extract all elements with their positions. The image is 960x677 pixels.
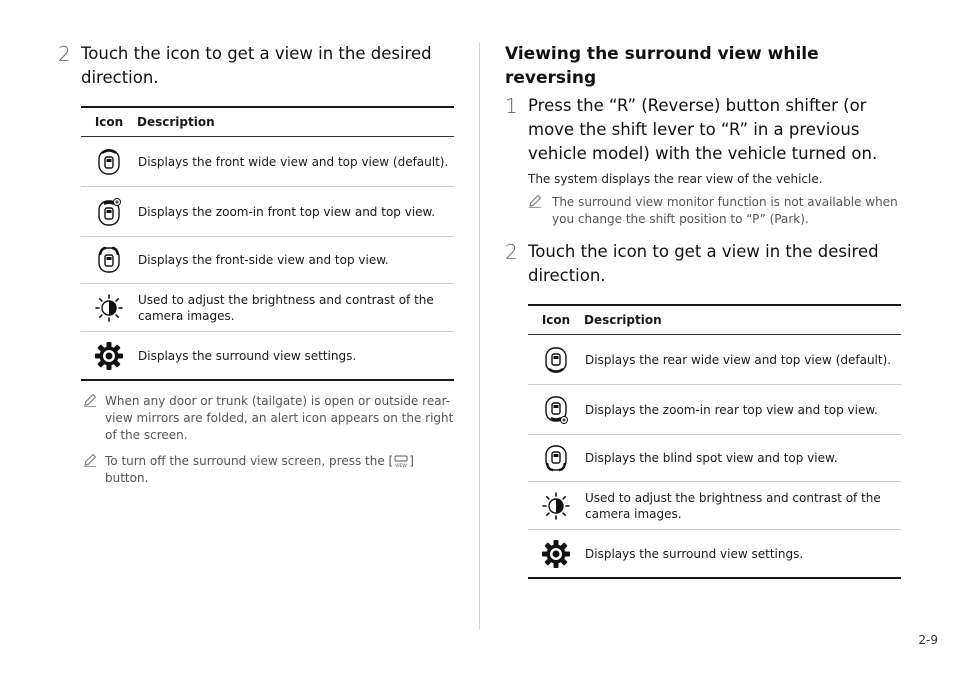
step-number: 1 <box>505 94 518 118</box>
step-paragraph: The system displays the rear view of the vehicle. <box>528 172 823 186</box>
left-step-2 <box>58 42 454 90</box>
step-number: 2 <box>505 240 518 264</box>
svg-text:VIEW: VIEW <box>395 464 408 468</box>
note-text-after: ] button. <box>105 454 414 485</box>
settings-gear-icon <box>94 341 124 371</box>
icon-cell <box>81 187 137 237</box>
pencil-note-icon <box>83 393 97 407</box>
note-text: The surround view monitor function is not available when you change the shift position to “P” (Park). <box>552 195 898 226</box>
header-icon: Icon <box>81 107 137 137</box>
description-cell: Used to adjust the brightness and contrast of the camera images. <box>137 284 454 332</box>
header-description: Description <box>584 305 901 335</box>
left-icon-table <box>81 106 454 381</box>
icon-cell <box>528 530 584 579</box>
rear-wide-view-icon <box>543 345 569 375</box>
front-zoom-view-icon <box>96 197 122 227</box>
icon-cell <box>81 332 137 381</box>
icon-cell <box>81 137 137 187</box>
step-number: 2 <box>58 42 71 66</box>
description-cell: Displays the rear wide view and top view (default). <box>584 335 901 385</box>
icon-cell <box>81 284 137 332</box>
view-button-icon <box>393 455 409 468</box>
table-row <box>81 237 454 284</box>
description-cell: Displays the front wide view and top view (default). <box>137 137 454 187</box>
table-row <box>528 482 901 530</box>
note <box>58 393 454 444</box>
table-row <box>81 284 454 332</box>
description-cell: Used to adjust the brightness and contrast of the camera images. <box>584 482 901 530</box>
table-row <box>81 187 454 237</box>
icon-cell <box>528 385 584 435</box>
pencil-note-icon <box>528 194 542 208</box>
right-icon-table <box>528 304 901 579</box>
brightness-icon <box>541 491 571 521</box>
note <box>505 194 901 228</box>
pencil-note-icon <box>83 453 97 467</box>
description-cell: Displays the zoom-in rear top view and top view. <box>584 385 901 435</box>
description-cell: Displays the surround view settings. <box>137 332 454 381</box>
blind-spot-view-icon <box>543 443 569 473</box>
table-header-row <box>81 107 454 137</box>
step-text: Touch the icon to get a view in the desired direction. <box>528 242 879 285</box>
left-column <box>58 0 454 487</box>
table-row <box>528 385 901 435</box>
step-text: Press the “R” (Reverse) button shifter (or move the shift lever to “R” in a previous vehicle model) with the vehicle turned on. <box>528 96 878 163</box>
front-side-view-icon <box>96 245 122 275</box>
section-heading: Viewing the surround view while reversing <box>505 44 819 88</box>
description-cell: Displays the front-side view and top view. <box>137 237 454 284</box>
page-number: 2-9 <box>918 633 938 647</box>
note-text-before: To turn off the surround view screen, press the [ <box>105 454 394 468</box>
description-cell: Displays the surround view settings. <box>584 530 901 579</box>
table-header-row <box>528 305 901 335</box>
icon-cell <box>528 335 584 385</box>
brightness-icon <box>94 293 124 323</box>
right-step-2 <box>505 240 901 288</box>
icon-cell <box>528 482 584 530</box>
description-cell: Displays the blind spot view and top view. <box>584 435 901 482</box>
step-text: Touch the icon to get a view in the desired direction. <box>81 44 432 87</box>
header-description: Description <box>137 107 454 137</box>
description-cell: Displays the zoom-in front top view and top view. <box>137 187 454 237</box>
settings-gear-icon <box>541 539 571 569</box>
table-row <box>528 530 901 579</box>
left-notes <box>58 393 454 487</box>
table-row <box>81 137 454 187</box>
column-divider <box>479 42 480 630</box>
icon-cell <box>81 237 137 284</box>
rear-zoom-view-icon <box>543 395 569 425</box>
icon-cell <box>528 435 584 482</box>
right-step-1 <box>505 94 901 166</box>
note-text: When any door or trunk (tailgate) is open or outside rear-view mirrors are folded, an alert icon appears on the right of the screen. <box>105 394 454 442</box>
header-icon: Icon <box>528 305 584 335</box>
right-column <box>505 0 901 579</box>
table-row <box>81 332 454 381</box>
table-row <box>528 435 901 482</box>
front-wide-view-icon <box>96 147 122 177</box>
note <box>58 453 454 487</box>
table-row <box>528 335 901 385</box>
